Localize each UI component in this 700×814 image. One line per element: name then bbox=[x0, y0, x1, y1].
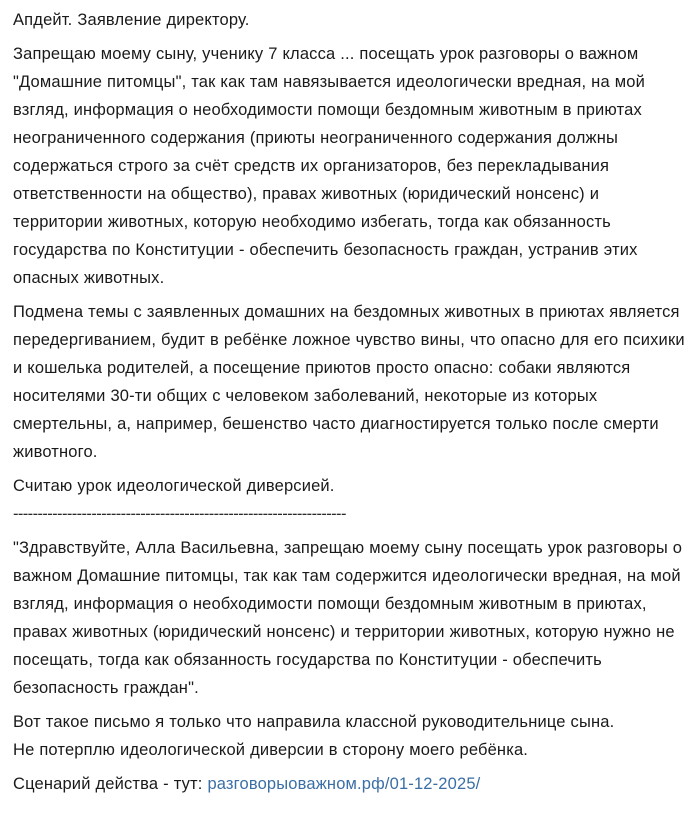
paragraph-title: Апдейт. Заявление директору. bbox=[13, 11, 250, 29]
paragraph-link-line bbox=[13, 770, 686, 798]
paragraph-quoted-letter: "Здравствуйте, Алла Васильевна, запрещаю моему сыну посещать урок разговоры о важном Домашние питомцы, так как там содержится идеологически вредная, на мой взгляд, информация о необходимости помощи бездомным животным в приютах, правах животных (юридический нонсенс) и территории животных, которую нужно не посещать, тогда как обязанность государства по Конституции - обеспечить безопасность граждан". bbox=[13, 539, 683, 697]
paragraph-statement: Запрещаю моему сыну, ученику 7 класса ... посещать урок разговоры о важном "Домашние питомцы", так как там навязывается идеологически вредная, на мой взгляд, информация о необходимости помощи бездомным животным в приютах неограниченного содержания (приюты неограниченного содержания должны содержаться строго за счёт средств их организаторов, без перекладывания ответственности на общество), правах животных (юридический нонсенс) и территории животных, которую необходимо избегать, тогда как обязанность государства по Конституции - обеспечить безопасность граждан, устранив этих опасных животных. bbox=[13, 45, 645, 287]
link-line-prefix: Сценарий действа - тут: bbox=[13, 775, 208, 793]
paragraph-substitution: Подмена темы с заявленных домашних на бездомных животных в приютах является передергиванием, будит в ребёнке ложное чувство вины, что опасно для его психики и кошелька родителей, а посещение приютов просто опасно: собаки являются носителями 30-ти общих с человеком заболеваний, некоторые из которых смертельны, а, например, бешенство часто диагностируется только после смерти животного. bbox=[13, 303, 685, 461]
paragraph-closing bbox=[13, 708, 686, 764]
dashed-separator: -------------------------------------------------------------------- bbox=[13, 505, 346, 523]
closing-line-2: Не потерплю идеологической диверсии в сторону моего ребёнка. bbox=[13, 741, 529, 759]
conclusion-text: Считаю урок идеологической диверсией. bbox=[13, 477, 335, 495]
closing-line-1: Вот такое письмо я только что направила классной руководительнице сына. bbox=[13, 713, 615, 731]
scenario-link[interactable]: разговорыоважном.рф/01-12-2025/ bbox=[207, 775, 481, 793]
paragraph-conclusion bbox=[13, 472, 686, 528]
